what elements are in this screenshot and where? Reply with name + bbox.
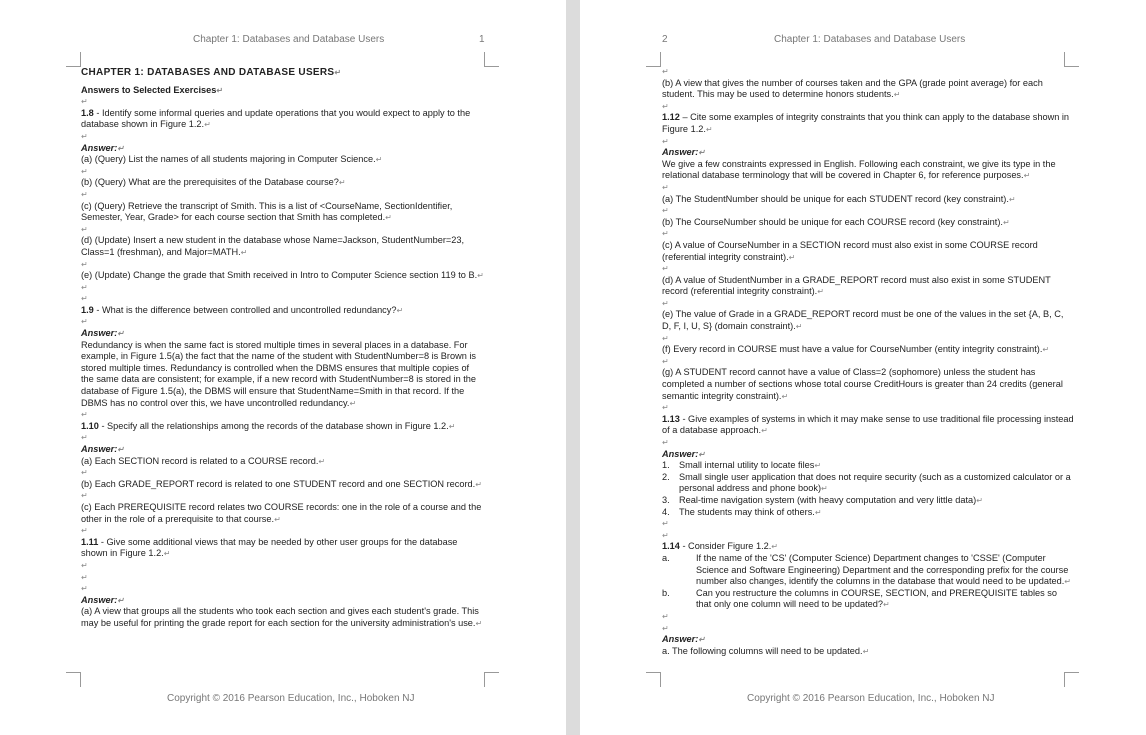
crop-mark (646, 52, 661, 67)
answer-label: Answer:↵ (662, 448, 705, 459)
question-1-10: 1.10 - Specify all the relationships among the records of the database shown in Figure 1.2.↵ (81, 420, 456, 431)
answer-1-12-f: (f) Every record in COURSE must have a value for CourseNumber (entity integrity constraint).↵ (662, 344, 1050, 355)
crop-mark (484, 672, 499, 687)
answer-1-8-e: (e) (Update) Change the grade that Smith received in Intro to Computer Science section 119 to B.↵ (81, 270, 484, 281)
page-footer: Copyright © 2016 Pearson Education, Inc., Hoboken NJ (747, 693, 995, 704)
answer-1-12-c: (c) A value of CourseNumber in a SECTION record must also exist in some COURSE record (referential integrity constraint).↵ (662, 239, 1038, 262)
question-1-14: 1.14 - Consider Figure 1.2.↵ (662, 541, 778, 552)
question-1-9: 1.9 - What is the difference between controlled and uncontrolled redundancy?↵ (81, 304, 404, 315)
answer-label: Answer:↵ (81, 328, 124, 339)
answer-1-11-b: (b) A view that gives the number of courses taken and the GPA (grade point average) for each student. This may be used to determine honors students.↵ (662, 77, 1043, 100)
page-header: Chapter 1: Databases and Database Users (774, 34, 966, 45)
crop-mark (66, 52, 81, 67)
crop-mark (1064, 672, 1079, 687)
answer-1-11-a: (a) A view that groups all the students who took each section and gives each student's grade. This may be useful for printing the grade report for each section for the university administration's use.↵ (81, 606, 483, 628)
list-item: b. Can you restructure the columns in COURSE, SECTION, and PREREQUISITE tables so that only one column will need to be updated?↵ (662, 587, 1057, 610)
answer-1-8-a: (a) (Query) List the names of all students majoring in Computer Science.↵ (81, 154, 383, 165)
list-item: 4. The students may think of others.↵ (662, 506, 822, 517)
question-1-11: 1.11 - Give some additional views that may be needed by other user groups for the database shown in Figure 1.2.↵ (81, 536, 458, 559)
answer-1-8-c: (c) (Query) Retrieve the transcript of Smith. This is a list of <CourseName, SectionIdentifier, Semester, Year, Grade> for each course section that Smith has completed.↵ (81, 200, 453, 223)
answer-1-10-b: (b) Each GRADE_REPORT record is related to one STUDENT record and one SECTION record.↵ (81, 478, 482, 489)
question-1-13: 1.13 - Give examples of systems in which it may make sense to use traditional file processing instead of a database approach.↵ (662, 413, 1074, 436)
answer-1-12-e: (e) The value of Grade in a GRADE_REPORT record must be one of the values in the set {A, B, C, D, F, I, U, S} (domain constraint).↵ (662, 309, 1064, 332)
answer-label: Answer:↵ (81, 142, 124, 153)
answer-1-12-b: (b) The CourseNumber should be unique for each COURSE record (key constraint).↵ (662, 216, 1010, 227)
answer-1-8-d: (d) (Update) Insert a new student in the database whose Name=Jackson, StudentNumber=23, Class=1 (freshman), and Major=MATH.↵ (81, 235, 465, 257)
crop-mark (484, 52, 499, 67)
page-footer: Copyright © 2016 Pearson Education, Inc., Hoboken NJ (167, 693, 415, 704)
answer-1-14-a: a. The following columns will need to be updated.↵ (662, 645, 870, 656)
answer-label: Answer:↵ (662, 147, 705, 158)
answer-1-12-intro: We give a few constraints expressed in English. Following each constraint, we give its type in the relational database terminology that will be covered in Chapter 6, for reference purposes.↵ (662, 158, 1056, 181)
answer-1-8-b: (b) (Query) What are the prerequisites of the Database course?↵ (81, 177, 346, 188)
answer-label: Answer:↵ (662, 634, 705, 645)
list-item: 1. Small internal utility to locate files↵ (662, 460, 822, 471)
answer-1-12-d: (d) A value of StudentNumber in a GRADE_REPORT record must also exist in some STUDENT record (referential integrity constraint).↵ (662, 274, 1051, 297)
crop-mark (646, 672, 661, 687)
answer-1-10-a: (a) Each SECTION record is related to a COURSE record.↵ (81, 455, 326, 466)
chapter-title: CHAPTER 1: DATABASES AND DATABASE USERS↵ (81, 67, 342, 78)
crop-mark (66, 672, 81, 687)
page-body: CHAPTER 1: DATABASES AND DATABASE USERS↵ Answers to Selected Exercises↵ ↵ 1.8 - Identify some informal queries and update operations that you would expect to apply to the database shown in Figure 1.2.↵ ↵ Answer:↵ (a) (Query) List the names of all students majoring in Computer Science.↵ ↵ (b) (Query) What are the prerequisites of the Database course?↵ ↵ (c) (Query) Retrieve the transcript of Smith. This is a list of <CourseName, SectionIdentifier, Semester, Year, Grade> for each course section that Smith has completed.↵ ↵ (d) (Update) Insert a new student in the database whose Name=Jackson, StudentNumber=23, Class=1 (freshman), and Major=MATH.↵ ↵ (e) (Update) Change the grade that Smith received in Intro to Computer Science section 119 to B.↵ ↵ ↵ 1.9 - What is the difference between controlled and uncontrolled redundancy?↵ ↵ Answer:↵ Redundancy is when the same fact is stored multiple times in several places in a database. For example, in Figure 1.5(a) the fact that the name of the student with StudentNumber=8 is Brown is stored multiple times. Redundancy is controlled when the DBMS ensures that multiple copies of the same data are consistent; for example, if a new record with StudentNumber=8 is stored in the database of Figure 1.5(a), the DBMS will ensure that StudentName=Smith in that record. If the DBMS has no control over this, we have uncontrolled redundancy.↵ ↵ 1.10 - Specify all the relationships among the records of the database shown in Figure 1.2.↵ ↵ Answer:↵ (a) Each SECTION record is related to a COURSE record.↵ ↵ (b) Each GRADE_REPORT record is related to one STUDENT record and one SECTION record.↵ ↵ (c) Each PREREQUISITE record relates two COURSE records: one in the role of a course and the other in the role of a prerequisite to that course.↵ ↵ 1.11 - Give some additional views that may be needed by other user groups for the database shown in Figure 1.2.↵ ↵ ↵ ↵ Answer:↵ (a) A view that groups all the students who took each section and gives each student's grade. This may be useful for printing the grade report for each section for the university administration's use.↵ (81, 67, 484, 628)
document-page-1 (0, 0, 566, 735)
answer-1-10-c: (c) Each PREREQUISITE record relates two COURSE records: one in the role of a course and the other in the role of a prerequisite to that course.↵ (81, 501, 482, 524)
page-number: 1 (479, 34, 485, 45)
page-body: ↵ (b) A view that gives the number of courses taken and the GPA (grade point average) for each student. This may be used to determine honors students.↵ ↵ 1.12 – Cite some examples of integrity constraints that you think can apply to the database shown in Figure 1.2.↵ ↵ Answer:↵ We give a few constraints expressed in English. Following each constraint, we give its type in the relational database terminology that will be covered in Chapter 6, for reference purposes.↵ ↵ (a) The StudentNumber should be unique for each STUDENT record (key constraint).↵ ↵ (b) The CourseNumber should be unique for each COURSE record (key constraint).↵ ↵ (c) A value of CourseNumber in a SECTION record must also exist in some COURSE record (referential integrity constraint).↵ ↵ (d) A value of StudentNumber in a GRADE_REPORT record must also exist in some STUDENT record (referential integrity constraint).↵ ↵ (e) The value of Grade in a GRADE_REPORT record must be one of the values in the set {A, B, C, D, F, I, U, S} (domain constraint).↵ ↵ (f) Every record in COURSE must have a value for CourseNumber (entity integrity constraint).↵ ↵ (g) A STUDENT record cannot have a value of Class=2 (sophomore) unless the student has completed a number of sections whose total course CreditHours is greater than 24 credits (general semantic integrity constraint).↵ ↵ 1.13 - Give examples of systems in which it may make sense to use traditional file processing instead of a database approach.↵ ↵ Answer:↵ 1. Small internal utility to locate files↵ 2. Small single user application that does not require security (such as a customized calculator or a personal address and phone book)↵ 3. Real-time navigation system (with heavy computation and very little data)↵ 4. The students may think of others.↵ ↵ ↵ 1.14 - Consider Figure 1.2.↵ a. If the name of the 'CS' (Computer Science) Department changes to 'CSSE' (Computer Science and Software Engineering) Department and the corresponding prefix for the course number also changes, identify the columns in the database that would need to be updated.↵ b. Can you restructure the columns in COURSE, SECTION, and PREREQUISITE tables so that only one column will need to be updated?↵ ↵ ↵ Answer:↵ a. The following columns will need to be updated.↵ (662, 67, 1074, 656)
section-title: Answers to Selected Exercises↵ (81, 84, 224, 95)
list-item: a. If the name of the 'CS' (Computer Science) Department changes to 'CSSE' (Computer Science and Software Engineering) Department and the corresponding prefix for the course number also changes, identify the columns in the database that would need to be updated.↵ (662, 552, 1071, 587)
answer-1-12-g: (g) A STUDENT record cannot have a value of Class=2 (sophomore) unless the student has completed a number of sections whose total course CreditHours is greater than 24 credits (general semantic integrity constraint).↵ (662, 367, 1063, 401)
list-item: 3. Real-time navigation system (with heavy computation and very little data)↵ (662, 494, 983, 505)
page-number: 2 (662, 34, 668, 45)
document-page-2 (580, 0, 1146, 735)
list-item: 2. Small single user application that does not require security (such as a customized calculator or a personal address and phone book)↵ (662, 471, 1071, 494)
page-header: Chapter 1: Databases and Database Users (193, 34, 385, 45)
answer-label: Answer:↵ (81, 444, 124, 454)
answer-label: Answer:↵ (81, 594, 124, 605)
crop-mark (1064, 52, 1079, 67)
answer-1-9: Redundancy is when the same fact is stored multiple times in several places in a database. For example, in Figure 1.5(a) the fact that the name of the student with StudentNumber=8 is Brown is stored multiple times. Redundancy is controlled when the DBMS ensures that multiple copies of the same data are consistent; for example, if a new record with StudentNumber=8 is stored in the database of Figure 1.5(a), the DBMS will ensure that StudentName=Smith in that record. If the DBMS has no control over this, we have uncontrolled redundancy.↵ (81, 339, 477, 408)
question-1-8: 1.8 - Identify some informal queries and update operations that you would expect to apply to the database shown in Figure 1.2.↵ (81, 107, 471, 130)
answer-1-12-a: (a) The StudentNumber should be unique for each STUDENT record (key constraint).↵ (662, 193, 1016, 204)
question-1-12: 1.12 – Cite some examples of integrity constraints that you think can apply to the database shown in Figure 1.2.↵ (662, 112, 1070, 134)
